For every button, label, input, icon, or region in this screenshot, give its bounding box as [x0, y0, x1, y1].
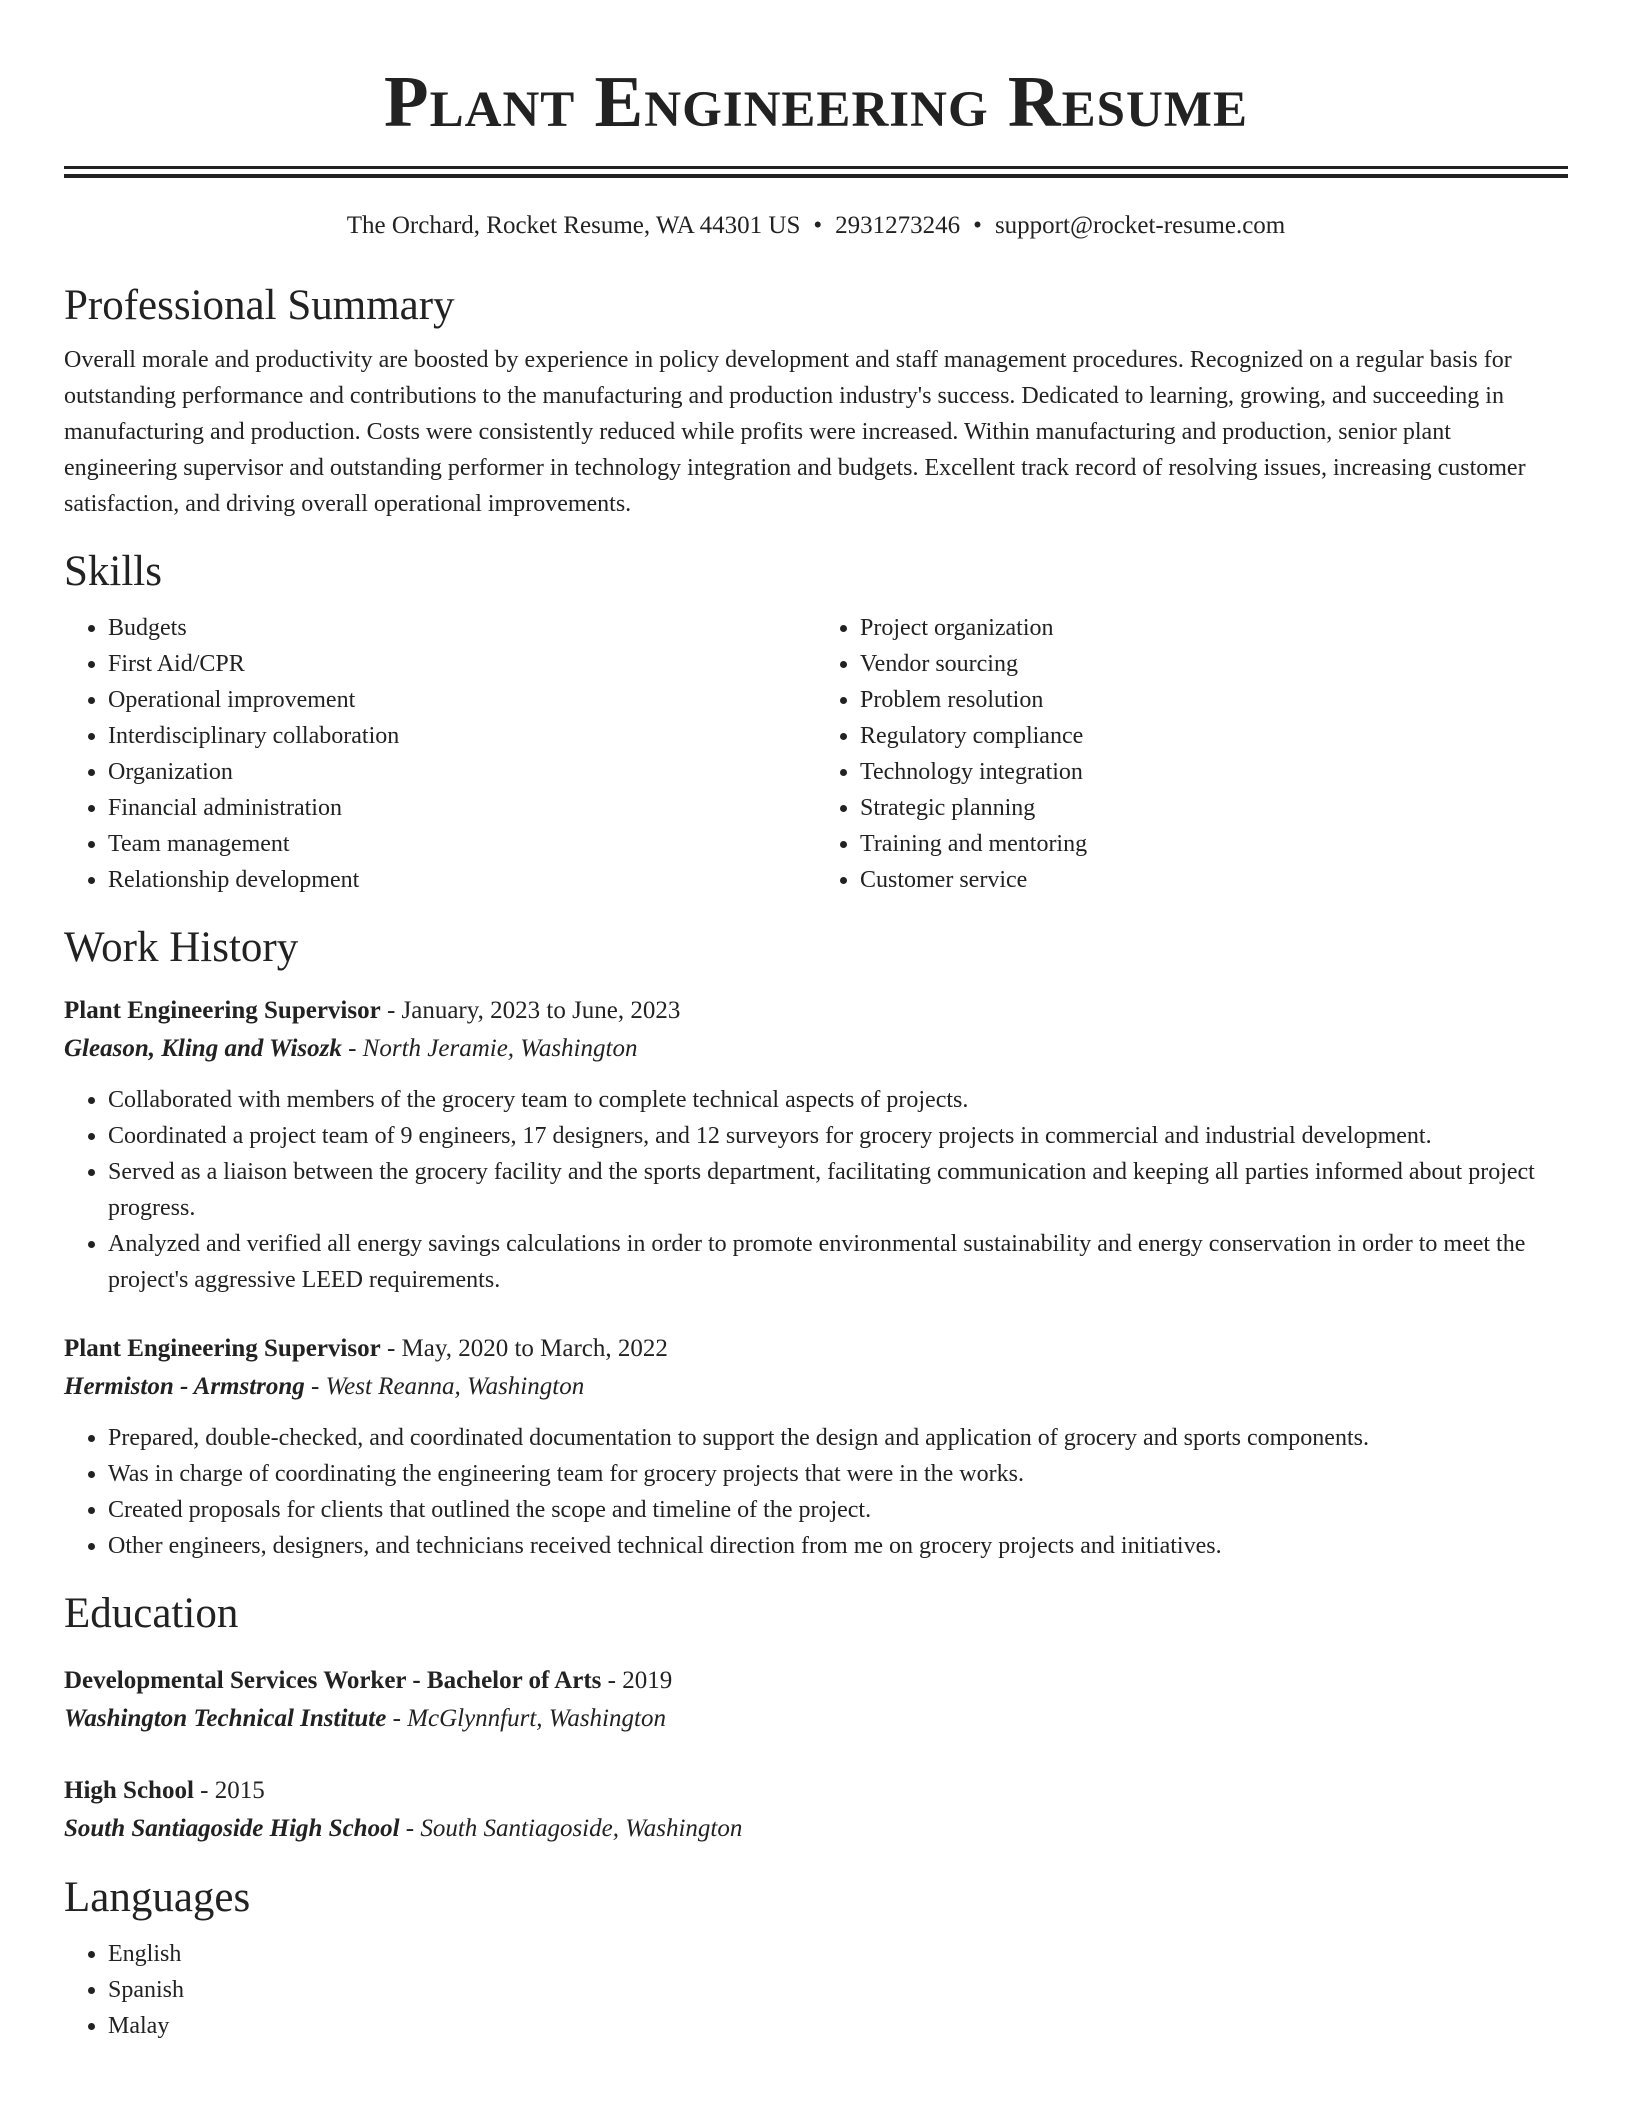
skill-item: • Budgets	[108, 610, 816, 646]
job-bullet: • Coordinated a project team of 9 engineers, 17 designers, and 12 surveyors for grocery projects in commercial and industrial development.	[108, 1118, 1568, 1154]
company-name: Hermiston - Armstrong	[64, 1373, 305, 1400]
school-line	[64, 1700, 1568, 1738]
skill-item: • Vendor sourcing	[860, 646, 1568, 682]
language-item: • English	[108, 1936, 1568, 1972]
skill-item: • Problem resolution	[860, 682, 1568, 718]
skill-item: • Project organization	[860, 610, 1568, 646]
language-item: • Malay	[108, 2008, 1568, 2044]
education-entry	[64, 1772, 1568, 1848]
degree-line	[64, 1772, 1568, 1810]
education-entry	[64, 1662, 1568, 1738]
company-location: - North Jeramie, Washington	[341, 1035, 638, 1062]
skill-item: • Technology integration	[860, 754, 1568, 790]
skill-item: • Financial administration	[108, 790, 816, 826]
skill-item: • Regulatory compliance	[860, 718, 1568, 754]
school-location: - McGlynnfurt, Washington	[386, 1705, 666, 1732]
summary-heading: Professional Summary	[64, 282, 455, 329]
contact-address: The Orchard, Rocket Resume, WA 44301 US	[346, 212, 801, 239]
job-title: Plant Engineering Supervisor	[64, 1335, 381, 1362]
skill-item: • Team management	[108, 826, 816, 862]
job-dates: - January, 2023 to June, 2023	[380, 997, 681, 1024]
job-title: Plant Engineering Supervisor	[64, 997, 381, 1024]
job-bullets	[64, 1420, 1568, 1564]
company-location: - West Reanna, Washington	[304, 1373, 585, 1400]
degree-year: - 2019	[601, 1667, 673, 1694]
skill-item: • Operational improvement	[108, 682, 816, 718]
skill-item: • Strategic planning	[860, 790, 1568, 826]
skill-item: • Interdisciplinary collaboration	[108, 718, 816, 754]
contact-phone: 2931273246	[835, 212, 961, 239]
school-name: Washington Technical Institute	[64, 1705, 387, 1732]
contact-email: support@rocket-resume.com	[994, 212, 1286, 239]
degree-line	[64, 1662, 1568, 1700]
degree-name: Developmental Services Worker - Bachelor of Arts	[64, 1667, 602, 1694]
job-entry	[64, 992, 1568, 1298]
job-bullets	[64, 1082, 1568, 1298]
school-location: - South Santiagoside, Washington	[399, 1815, 743, 1842]
skills-heading: Skills	[64, 548, 162, 595]
school-line	[64, 1810, 1568, 1848]
skills-list-left	[64, 610, 816, 898]
skill-item: • Organization	[108, 754, 816, 790]
skill-item: • Relationship development	[108, 862, 816, 898]
job-bullet: • Served as a liaison between the grocery facility and the sports department, facilitating communication and keeping all parties informed about project progress.	[108, 1154, 1568, 1226]
company-line	[64, 1030, 1568, 1068]
degree-year: - 2015	[193, 1777, 265, 1804]
job-dates: - May, 2020 to March, 2022	[380, 1335, 668, 1362]
school-name: South Santiagoside High School	[64, 1815, 400, 1842]
skill-item: • Training and mentoring	[860, 826, 1568, 862]
job-bullet: • Prepared, double-checked, and coordinated documentation to support the design and application of grocery and sports components.	[108, 1420, 1568, 1456]
contact-line	[64, 210, 1568, 242]
job-bullet: • Other engineers, designers, and technicians received technical direction from me on grocery projects and initiatives.	[108, 1528, 1568, 1564]
job-bullet: • Collaborated with members of the grocery team to complete technical aspects of projects.	[108, 1082, 1568, 1118]
skill-item: • Customer service	[860, 862, 1568, 898]
job-title-line	[64, 1330, 1568, 1368]
languages-list	[64, 1936, 1568, 2044]
company-name: Gleason, Kling and Wisozk	[64, 1035, 342, 1062]
contact-separator: •	[973, 212, 982, 239]
contact-separator: •	[813, 212, 823, 239]
job-bullet: • Created proposals for clients that outlined the scope and timeline of the project.	[108, 1492, 1568, 1528]
job-entry	[64, 1330, 1568, 1564]
job-title-line	[64, 992, 1568, 1030]
skill-item: • First Aid/CPR	[108, 646, 816, 682]
resume-title: Plant Engineering Resume	[384, 61, 1248, 142]
title-divider	[64, 166, 1568, 178]
resume-page	[64, 0, 1568, 2044]
summary-text: Overall morale and productivity are boosted by experience in policy development and staff management procedures. Recognized on a regular basis for outstanding performance and contributions to the manufacturing and production industry's success. Dedicated to learning, growing, and succeeding in manufacturing and production. Costs were consistently reduced while profits were increased. Within manufacturing and production, senior plant engineering supervisor and outstanding performer in technology integration and budgets. Excellent track record of resolving issues, increasing customer satisfaction, and driving overall operational improvements.	[64, 347, 1526, 517]
skills-columns	[64, 610, 1568, 898]
language-item: • Spanish	[108, 1972, 1568, 2008]
skills-list-right	[816, 610, 1568, 898]
company-line	[64, 1368, 1568, 1406]
job-bullet: • Analyzed and verified all energy savings calculations in order to promote environmental sustainability and energy conservation in order to meet the project's aggressive LEED requirements.	[108, 1226, 1568, 1298]
job-bullet: • Was in charge of coordinating the engineering team for grocery projects that were in the works.	[108, 1456, 1568, 1492]
education-heading: Education	[64, 1590, 239, 1637]
work-history-heading: Work History	[64, 924, 299, 971]
degree-name: High School	[64, 1777, 194, 1804]
languages-heading: Languages	[64, 1874, 251, 1921]
